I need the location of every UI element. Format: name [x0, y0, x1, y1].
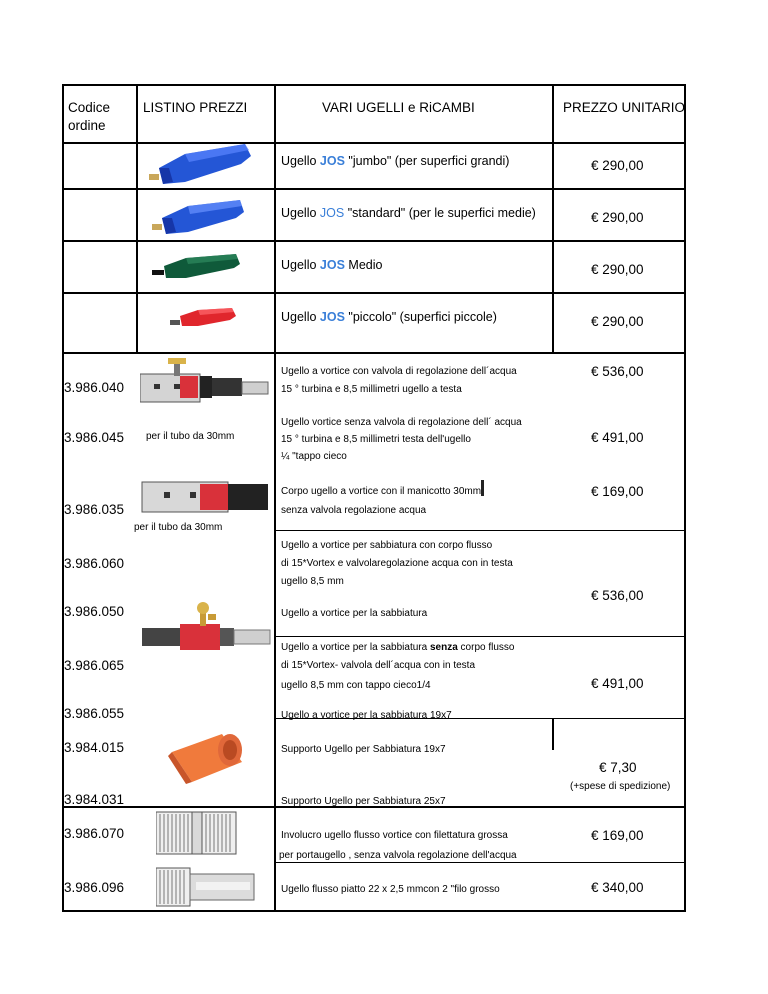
rule-casing-end: [274, 862, 684, 863]
border-right: [684, 84, 686, 912]
nozzle-piccolo-image: [168, 300, 240, 334]
row-jumbo-price: € 290,00: [591, 158, 644, 173]
flat-code: 3.986.096: [64, 880, 125, 895]
jos-brand-standard: JOS: [319, 206, 345, 220]
casing-thread-image: [156, 808, 238, 858]
header-unit-price: PREZZO UNITARIO: [563, 100, 686, 115]
sand-desc-1a: Ugello a vortice per sabbiatura con corpo flusso: [281, 540, 493, 551]
header-items: VARI UGELLI e RiCAMBI: [322, 100, 475, 115]
sand-code-3: 3.986.065: [64, 658, 125, 673]
vortex-marker-bar: [481, 480, 484, 496]
rule-sand-split: [274, 636, 684, 637]
sand-desc-1c: ugello 8,5 mm: [281, 576, 344, 587]
sand-desc-3a: Ugello a vortice per la sabbiatura senza corpo flusso: [281, 642, 515, 653]
jos-brand-jumbo: JOS: [319, 154, 345, 168]
flat-price: € 340,00: [591, 880, 644, 895]
rule-vortex-end: [274, 530, 684, 531]
vortex-price-2: € 491,00: [591, 430, 644, 445]
nozzle-jumbo-image: [145, 140, 255, 192]
vortex-code-2: 3.986.045: [64, 430, 125, 445]
sand-code-2: 3.986.050: [64, 604, 125, 619]
row-medio-description: Ugello JOS Medio: [281, 258, 383, 272]
vortex-price-1: € 536,00: [591, 364, 644, 379]
rule-row-3: [62, 292, 686, 294]
row-medio-price: € 290,00: [591, 262, 644, 277]
vortex-code-1: 3.986.040: [64, 380, 125, 395]
vortex-desc-1a: Ugello a vortice con valvola di regolazione dell´acqua: [281, 366, 517, 377]
row-jumbo-description: Ugello JOS "jumbo" (per superfici grandi): [281, 154, 510, 168]
flat-desc: Ugello flusso piatto 22 x 2,5 mmcon 2 "filo grosso: [281, 884, 500, 895]
vortex-desc-1b: 15 ° turbina e 8,5 millimetri ugello a testa: [281, 384, 462, 395]
casing-price: € 169,00: [591, 828, 644, 843]
divider-image: [274, 84, 276, 912]
flat-nozzle-image: [156, 864, 256, 910]
divider-price: [552, 84, 554, 144]
header-price-list: LISTINO PREZZI: [143, 100, 248, 115]
rule-row-2: [62, 240, 686, 242]
row-piccolo-price: € 290,00: [591, 314, 644, 329]
support-nozzle-image: [164, 728, 248, 786]
support-desc-2: Supporto Ugello per Sabbiatura 25x7: [281, 796, 446, 807]
sand-desc-2: Ugello a vortice per la sabbiatura: [281, 608, 428, 619]
support-price: € 7,30: [599, 760, 637, 775]
casing-desc-1: Involucro ugello flusso vortice con filettatura grossa: [281, 830, 508, 841]
vortex-desc-3a: Corpo ugello a vortice con il manicotto 30mm: [281, 486, 482, 497]
sand-price-3: € 491,00: [591, 676, 644, 691]
vortex-price-3: € 169,00: [591, 484, 644, 499]
sand-price-1: € 536,00: [591, 588, 644, 603]
vortex-desc-2b: 15 ° turbina e 8,5 millimetri testa dell'ugello: [281, 434, 471, 445]
support-code-2: 3.984.031: [64, 792, 125, 807]
rule-top: [62, 84, 686, 86]
sand-code-1: 3.986.060: [64, 556, 125, 571]
support-code-1: 3.984.015: [64, 740, 125, 755]
support-shipping-note: (+spese di spedizione): [570, 781, 671, 792]
jos-brand-piccolo: JOS: [319, 310, 345, 324]
vortex-body-sleeve-image: [140, 478, 272, 516]
sand-code-4: 3.986.055: [64, 706, 125, 721]
border-left: [62, 84, 64, 912]
header-code-line2: ordine: [68, 118, 106, 133]
vortex-note-3: per il tubo da 30mm: [134, 522, 223, 533]
rule-row-4: [62, 352, 686, 354]
vortex-note-2: per il tubo da 30mm: [146, 431, 235, 442]
sand-nozzle-image: [142, 600, 272, 668]
vortex-desc-2c: ¼ "tappo cieco: [281, 451, 347, 462]
rule-bottom: [62, 910, 686, 912]
casing-code: 3.986.070: [64, 826, 125, 841]
divider-price-rows: [552, 144, 554, 354]
support-desc-1: Supporto Ugello per Sabbiatura 19x7: [281, 744, 446, 755]
divider-code: [136, 84, 138, 354]
vortex-nozzle-valve-image: [140, 356, 270, 416]
vortex-desc-3b: senza valvola regolazione acqua: [281, 505, 427, 516]
sand-desc-3c: ugello 8,5 mm con tappo cieco1/4: [281, 680, 431, 691]
casing-desc-2: per portaugello , senza valvola regolazione dell'acqua: [279, 850, 517, 861]
vortex-code-3: 3.986.035: [64, 502, 125, 517]
sand-desc-4: Ugello a vortice per la sabbiatura 19x7: [281, 710, 452, 721]
jos-brand-medio: JOS: [319, 258, 345, 272]
nozzle-standard-image: [148, 194, 248, 240]
vortex-desc-2a: Ugello vortice senza valvola di regolazione dell´ acqua: [281, 417, 522, 428]
row-standard-description: Ugello JOS "standard" (per le superfici medie): [281, 206, 536, 220]
sand-desc-1b: di 15*Vortex e valvolaregolazione acqua con in testa: [281, 558, 513, 569]
divider-price-lower: [552, 718, 554, 750]
nozzle-medio-image: [150, 246, 246, 286]
row-piccolo-description: Ugello JOS "piccolo" (superfici piccole): [281, 310, 497, 324]
header-code-line1: Codice: [68, 100, 111, 115]
row-standard-price: € 290,00: [591, 210, 644, 225]
sand-desc-3b: di 15*Vortex- valvola dell´acqua con in testa: [281, 660, 476, 671]
